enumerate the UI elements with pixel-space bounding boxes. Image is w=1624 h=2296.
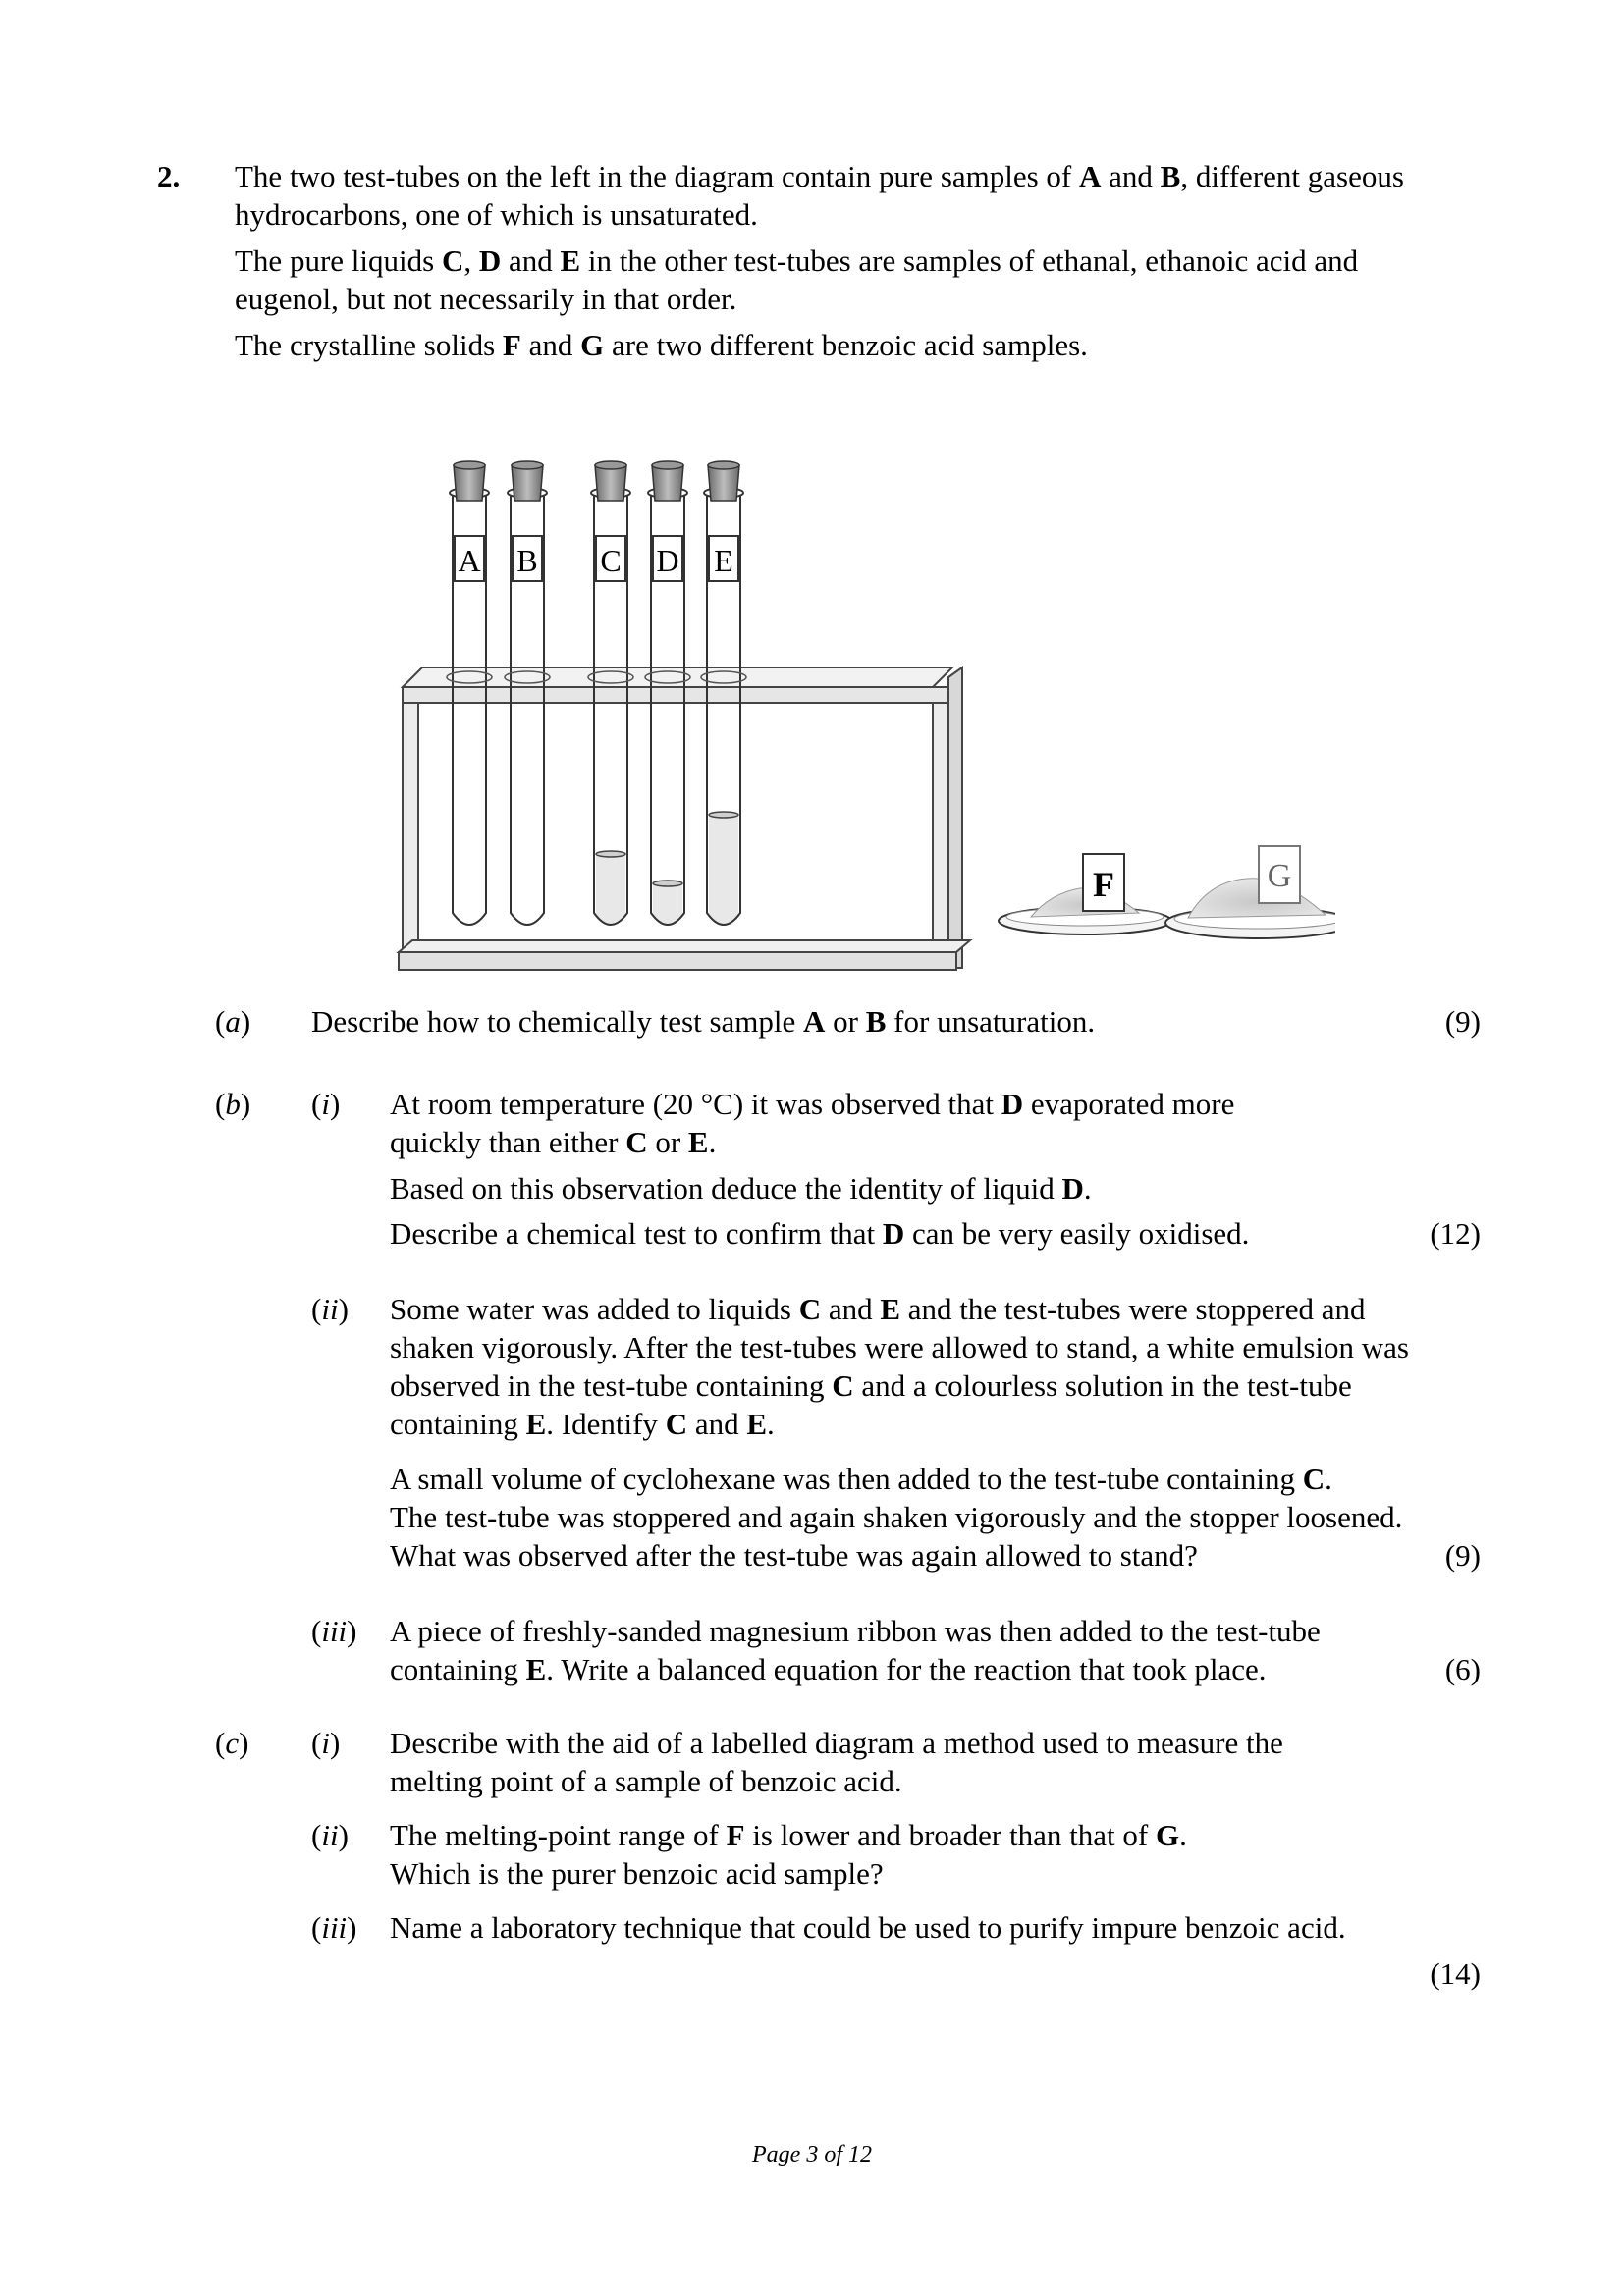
part-b-iii-line-2: containing E. Write a balanced equation for the reaction that took place.: [390, 1652, 1267, 1686]
part-c-i-line-1: Describe with the aid of a labelled diagram a method used to measure the: [390, 1726, 1283, 1760]
part-b-ii-line-6: The test-tube was stoppered and again shaken vigorously and the stopper loosened.: [390, 1500, 1403, 1534]
part-b-ii-line-2: shaken vigorously. After the test-tubes were allowed to stand, a white emulsion was: [390, 1330, 1409, 1364]
part-b-ii-line-4: containing E. Identify C and E.: [390, 1407, 775, 1441]
part-b-label: (b): [215, 1087, 251, 1121]
part-b-i-line-4: Describe a chemical test to confirm that D can be very easily oxidised.: [390, 1216, 1250, 1251]
dish-g: [1165, 846, 1335, 938]
part-b-i-label: (i): [311, 1087, 341, 1121]
intro-line-2: hydrocarbons, one of which is unsaturated.: [235, 197, 758, 232]
tube-label-e: E: [714, 543, 733, 578]
part-b-iii-marks: (6): [1444, 1652, 1481, 1686]
stopper: [652, 465, 683, 501]
intro-line-4: eugenol, but not necessarily in that order.: [235, 282, 737, 316]
tube-label-b: B: [516, 543, 538, 578]
stopper: [595, 465, 626, 501]
part-b-ii-line-5: A small volume of cyclohexane was then added to the test-tube containing C.: [390, 1462, 1332, 1496]
label-g: G: [1267, 858, 1292, 894]
intro-line-3: The pure liquids C, D and E in the other test-tubes are samples of ethanal, ethanoic acid and: [235, 243, 1359, 278]
part-a-text: Describe how to chemically test sample A or B for unsaturation.: [311, 1004, 1096, 1039]
part-b-i-line-1: At room temperature (20 °C) it was observed that D evaporated more: [390, 1087, 1235, 1121]
part-a-marks: (9): [1444, 1004, 1481, 1039]
part-b-i-line-2: quickly than either C or E.: [390, 1125, 717, 1159]
intro-line-5: The crystalline solids F and G are two different benzoic acid samples.: [235, 328, 1088, 362]
part-c-i-line-2: melting point of a sample of benzoic acid.: [390, 1764, 902, 1798]
test-tube-figure: [393, 402, 1335, 991]
part-c-ii-line-1: The melting-point range of F is lower and broader than that of G.: [390, 1818, 1187, 1852]
part-b-ii-line-3: observed in the test-tube containing C and a colourless solution in the test-tube: [390, 1368, 1352, 1403]
question-number: 2.: [157, 159, 181, 193]
part-b-ii-label: (ii): [311, 1292, 349, 1326]
part-b-iii-line-1: A piece of freshly-sanded magnesium ribbon was then added to the test-tube: [390, 1614, 1321, 1648]
part-b-i-marks: (12): [1430, 1216, 1481, 1251]
tube-label-c: C: [600, 543, 622, 578]
tube-label-d: D: [656, 543, 679, 578]
part-c-ii-label: (ii): [311, 1818, 349, 1852]
part-b-ii-marks: (9): [1444, 1538, 1481, 1573]
part-b-ii-line-1: Some water was added to liquids C and E and the test-tubes were stoppered and: [390, 1292, 1366, 1326]
part-b-i-line-3: Based on this observation deduce the identity of liquid D.: [390, 1171, 1092, 1205]
part-c-marks: (14): [1430, 1956, 1481, 1991]
page-number: Page 3 of 12: [752, 2142, 872, 2167]
part-b-iii-label: (iii): [311, 1614, 357, 1648]
stopper: [708, 465, 739, 501]
part-c-label: (c): [215, 1726, 249, 1760]
part-c-i-label: (i): [311, 1726, 341, 1760]
tube-label-a: A: [458, 543, 481, 578]
part-c-ii-line-2: Which is the purer benzoic acid sample?: [390, 1856, 884, 1891]
part-c-iii-line-1: Name a laboratory technique that could be used to purify impure benzoic acid.: [390, 1910, 1346, 1945]
stopper: [454, 465, 485, 501]
intro-line-1: The two test-tubes on the left in the diagram contain pure samples of A and B, different gaseous: [235, 159, 1404, 193]
stopper: [512, 465, 543, 501]
part-c-iii-label: (iii): [311, 1910, 357, 1945]
part-a-label: (a): [215, 1004, 251, 1039]
dish-f: [999, 854, 1171, 934]
label-f: F: [1093, 865, 1114, 904]
part-b-ii-line-7: What was observed after the test-tube was again allowed to stand?: [390, 1538, 1198, 1573]
